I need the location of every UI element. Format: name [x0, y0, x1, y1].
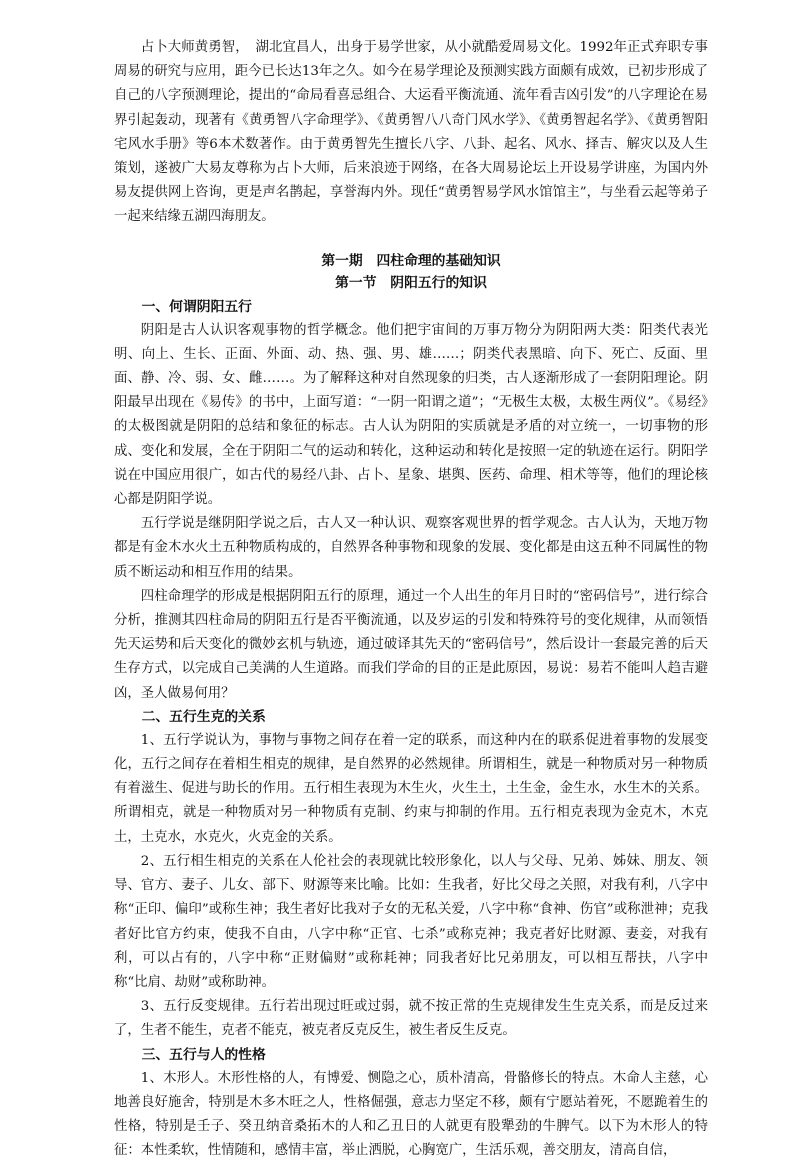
heading-yin-yang-wuxing: 一、何谓阴阳五行: [141, 298, 252, 315]
paragraph: 1、五行学说认为，事物与事物之间存在着一定的联系，而这种内在的联系促进着事物的发展变化，五行之间存在着相生相克的规律，是自然界的必然规律。所谓相生，就是一种物质对另一种物质有着滋生、促进与助长的作用。五行相生表现为木生火，火生土，土生金，金生水，水生木的关系。所谓相克，就是一种物质对另一种物质有克制、约束与抑制的作用。五行相克表现为金克木，木克土，土克水，水克火，火克金的关系。: [114, 732, 708, 845]
heading-wuxing-relations: 二、五行生克的关系: [141, 708, 266, 725]
paragraph: 2、五行相生相克的关系在人伦社会的表现就比较形象化，以人与父母、兄弟、姊妹、朋友、领导、官方、妻子、儿女、部下、财源等来比喻。比如：生我者，好比父母之关照，对我有利，八字中称“正印、偏印”或称生神；我生者好比我对子女的无私关爱，八字中称“食神、伤官”或称泄神；克我者好比官方约束，使我不自由，八字中称“正官、七杀”或称克神；我克者好比财源、妻妾，对我有利，可以占有的，八字中称“正财偏财”或称耗神；同我者好比兄弟朋友，可以相互帮扶，八字中称“比肩、劫财”或称助神。: [114, 853, 708, 990]
heading-wuxing-personality: 三、五行与人的性格: [141, 1046, 266, 1063]
paragraph: 五行学说是继阴阳学说之后，古人又一种认识、观察客观世界的哲学观念。古人认为，天地万物都是有金木水火土五种物质构成的，自然界各种事物和现象的发展、变化都是由这五种不同属性的物质不断运动和相互作用的结果。: [114, 516, 708, 580]
paragraph: 1、木形人。木形性格的人，有博爱、恻隐之心，质朴清高，骨骼修长的特点。木命人主慈，心地善良好施舍，特别是木多木旺之人，性格倔强，意志力坚定不移，颇有宁愿站着死，不愿跪着生的性格，特别是壬子、癸丑纳音桑拓木的人和乙丑日的人就更有股犟劲的牛脾气。以下为木形人的特征：本性柔软，性情随和，感情丰富，举止洒脱，心胸宽广，生活乐观，善交朋友，清高自信，: [114, 1070, 708, 1159]
paragraph: 3、五行反变规律。五行若出现过旺或过弱，就不按正常的生克规律发生生克关系，而是反过来了，生者不能生，克者不能克，被克者反克反生，被生者反生反克。: [114, 999, 708, 1039]
document-page: [114, 36, 708, 1163]
section-title: 第一节 阴阳五行的知识: [335, 274, 487, 291]
paragraph: 四柱命理学的形成是根据阴阳五行的原理，通过一个人出生的年月日时的“密码信号”，进行综合分析，推测其四柱命局的阴阳五行是否平衡流通，以及岁运的引发和特殊符号的变化规律，从而领悟先天运势和后天变化的微妙玄机与轨迹，通过破译其先天的“密码信号”，然后设计一套最完善的后天生存方式，以完成自己美满的人生道路。而我们学命的目的正是此原因，易说：易若不能叫人趋吉避凶，圣人做易何用？: [114, 588, 708, 701]
intro-paragraph: 占卜大师黄勇智， 湖北宜昌人，出身于易学世家，从小就酷爱周易文化。1992年正式弃职专事周易的研究与应用，距今已长达13年之久。如今在易学理论及预测实践方面颇有成效，已初步形成了自己的八字预测理论，提出的“命局看喜忌组合、大运看平衡流通、流年看吉凶引发”的八字理论在易界引起轰动，现著有《黄勇智八字命理学》、《黄勇智八八奇门风水学》、《黄勇智起名学》、《黄勇智阳宅风水手册》等6本术数著作。由于黄勇智先生擅长八字、八卦、起名、风水、择吉、解灾以及人生策划，遂被广大易友尊称为占卜大师，后来浪迹于网络，在各大周易论坛上开设易学讲座，为国内外易友提供网上咨询，更是声名鹊起，享誉海内外。现任“黄勇智易学风水馆馆主”，与坐看云起等弟子一起来结缘五湖四海朋友。: [114, 40, 708, 225]
chapter-title: 第一期 四柱命理的基础知识: [321, 252, 501, 269]
paragraph: 阴阳是古人认识客观事物的哲学概念。他们把宇宙间的万事万物分为阴阳两大类：阳类代表光明、向上、生长、正面、外面、动、热、强、男、雄……；阴类代表黑暗、向下、死亡、反面、里面、静、冷、弱、女、雌……。为了解释这种对自然现象的归类，古人逐渐形成了一套阴阳理论。阴阳最早出现在《易传》的书中，上面写道：“一阴一阳谓之道”；“无极生太极，太极生两仪”。《易经》的太极图就是阴阳的总结和象征的标志。古人认为阴阳的实质就是矛盾的对立统一，一切事物的形成、变化和发展，全在于阴阳二气的运动和转化，这种运动和转化是按照一定的轨迹在运行。阴阳学说在中国应用很广，如古代的易经八卦、占卜、星象、堪舆、医药、命理、相术等等，他们的理论核心都是阴阳学说。: [114, 322, 708, 508]
